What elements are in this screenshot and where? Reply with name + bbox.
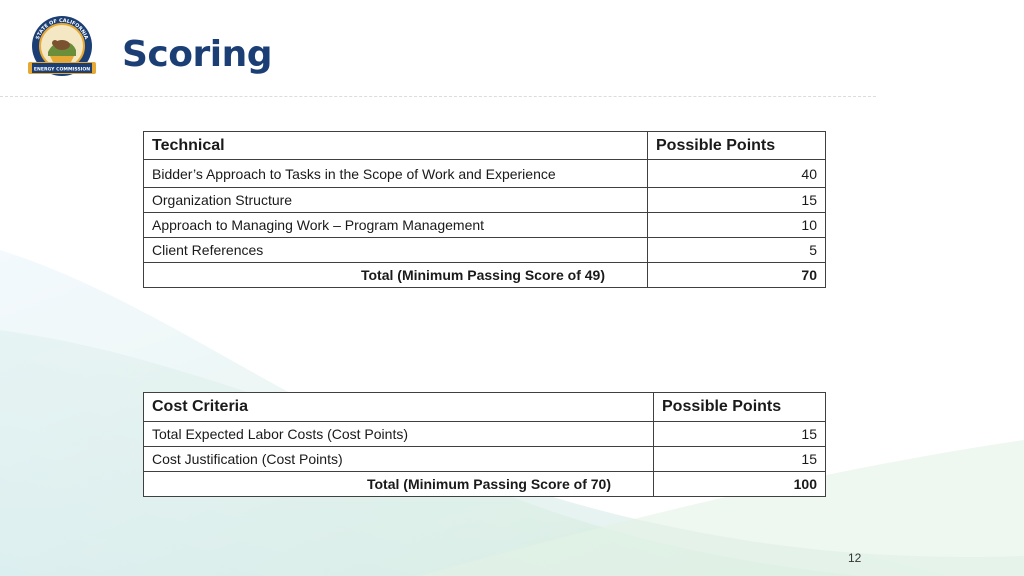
criterion-label: Client References: [144, 238, 648, 263]
criterion-points: 10: [648, 213, 826, 238]
total-points: 70: [648, 263, 826, 288]
criterion-points: 15: [648, 188, 826, 213]
criterion-label: Total Expected Labor Costs (Cost Points): [144, 422, 654, 447]
column-header-possible-points: Possible Points: [654, 393, 826, 422]
technical-scoring-table: [143, 131, 826, 288]
table-row: [144, 160, 826, 188]
column-header-cost-criteria: Cost Criteria: [144, 393, 654, 422]
california-energy-commission-logo: [24, 14, 100, 84]
table-row: [144, 422, 826, 447]
criterion-label: Bidder’s Approach to Tasks in the Scope of Work and Experience: [144, 160, 648, 188]
criterion-label: Approach to Managing Work – Program Management: [144, 213, 648, 238]
table-row: [144, 213, 826, 238]
criterion-points: 15: [654, 447, 826, 472]
total-row: [144, 472, 826, 497]
table-row: [144, 188, 826, 213]
svg-text:STATE OF CALIFORNIA: STATE OF CALIFORNIA: [34, 17, 90, 41]
page-number: 12: [848, 551, 862, 565]
column-header-technical: Technical: [144, 132, 648, 160]
criterion-points: 5: [648, 238, 826, 263]
page-title: Scoring: [122, 34, 272, 75]
table-header-row: [144, 393, 826, 422]
column-header-possible-points: Possible Points: [648, 132, 826, 160]
total-row: [144, 263, 826, 288]
header-divider: [0, 96, 876, 97]
total-points: 100: [654, 472, 826, 497]
cost-scoring-table: [143, 392, 826, 497]
total-label: Total (Minimum Passing Score of 49): [144, 263, 648, 288]
total-label: Total (Minimum Passing Score of 70): [144, 472, 654, 497]
criterion-points: 40: [648, 160, 826, 188]
table-row: [144, 447, 826, 472]
criterion-label: Organization Structure: [144, 188, 648, 213]
svg-text:ENERGY COMMISSION: ENERGY COMMISSION: [33, 67, 91, 73]
table-row: [144, 238, 826, 263]
table-header-row: [144, 132, 826, 160]
criterion-label: Cost Justification (Cost Points): [144, 447, 654, 472]
criterion-points: 15: [654, 422, 826, 447]
